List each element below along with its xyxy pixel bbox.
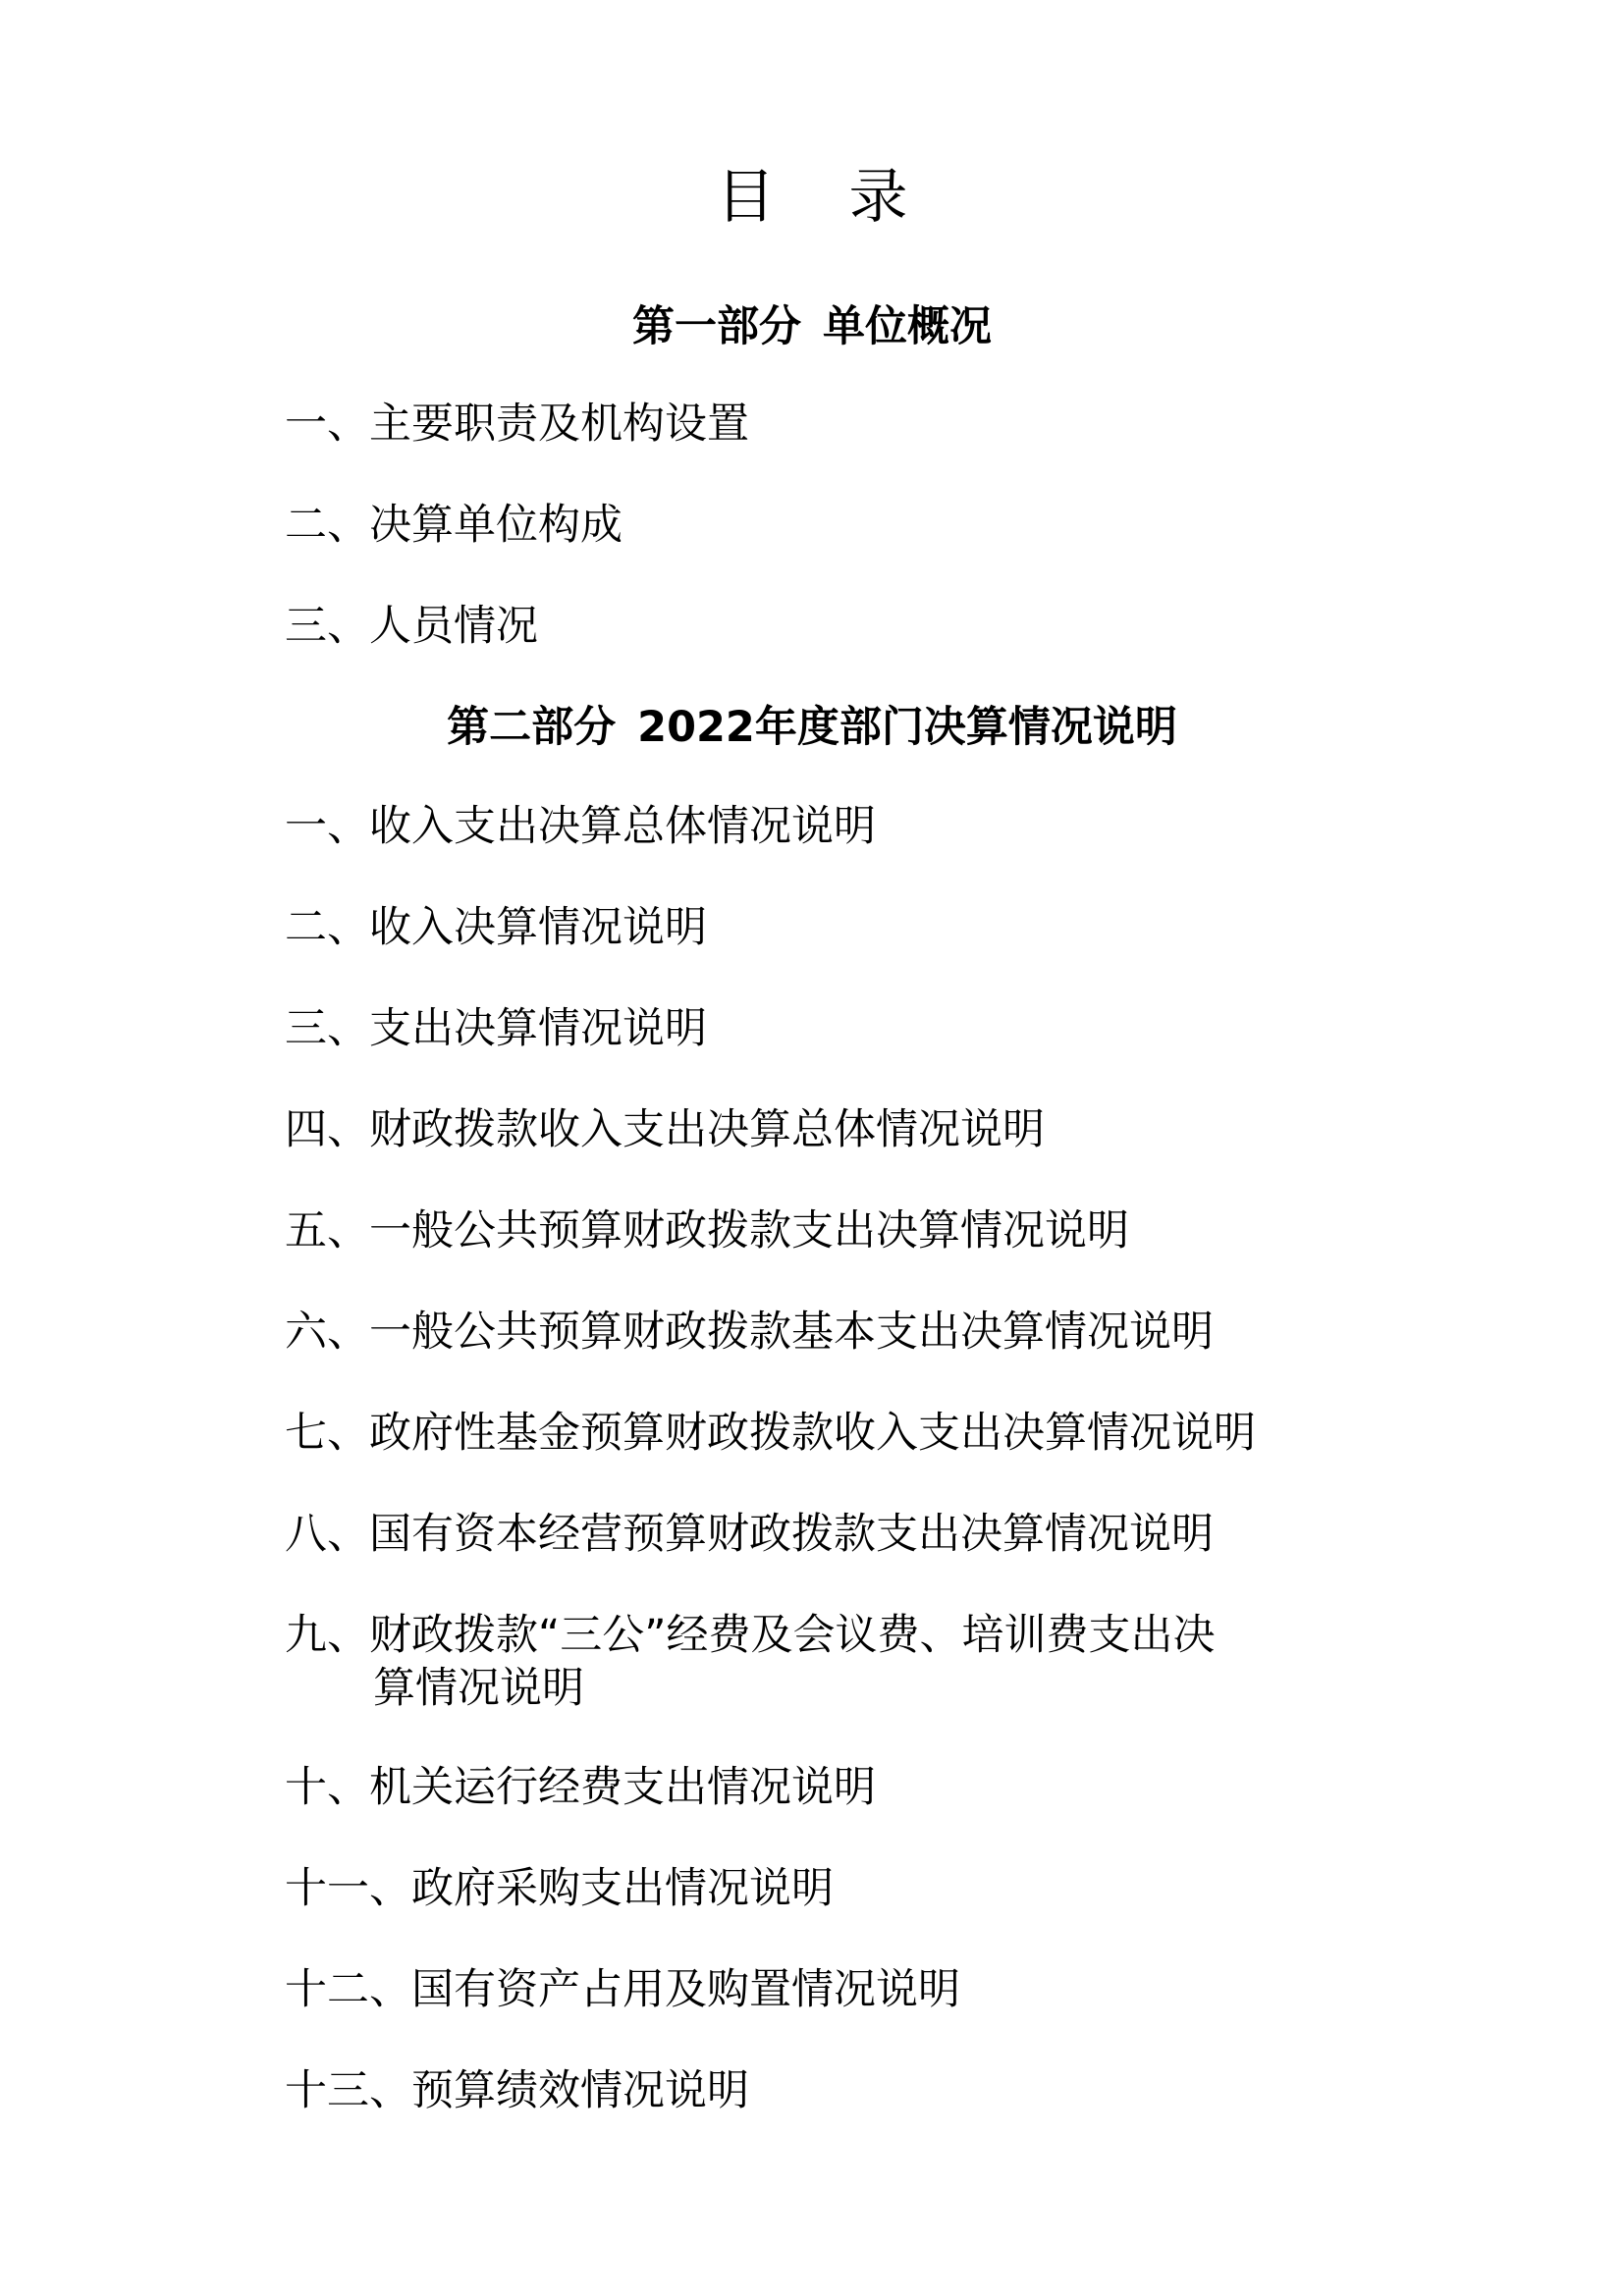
part1-heading (0, 300, 1624, 353)
toc-item-part2-9-line2: 算情况说明 (373, 1664, 584, 1713)
toc-item-part2-11: 十一、政府采购支出情况说明 (285, 1864, 834, 1913)
part2-heading (0, 701, 1624, 754)
toc-item-part2-5: 五、一般公共预算财政拨款支出决算情况说明 (285, 1206, 1129, 1255)
toc-item-part2-9-line1: 九、财政拨款“三公”经费及会议费、培训费支出决 (285, 1611, 1216, 1660)
part1-heading-text: 单位概况 (823, 302, 992, 351)
toc-item-part2-9 (285, 1609, 1326, 1715)
page-title: 目 录 (716, 163, 936, 232)
part2-heading-text: 2022年度部门决算情况说明 (637, 703, 1177, 752)
toc-item-part2-2: 二、收入决算情况说明 (285, 903, 707, 952)
toc-item-part1-3: 三、人员情况 (285, 602, 538, 651)
toc-item-part2-6: 六、一般公共预算财政拨款基本支出决算情况说明 (285, 1308, 1214, 1357)
toc-item-part1-1: 一、主要职责及机构设置 (285, 400, 749, 449)
part2-heading-label: 第二部分 (447, 703, 617, 752)
toc-item-part2-3: 三、支出决算情况说明 (285, 1004, 707, 1053)
toc-item-part2-1: 一、收入支出决算总体情况说明 (285, 802, 876, 851)
toc-item-part1-2: 二、决算单位构成 (285, 501, 623, 550)
toc-item-part2-7: 七、政府性基金预算财政拨款收入支出决算情况说明 (285, 1409, 1256, 1458)
toc-item-part2-4: 四、财政拨款收入支出决算总体情况说明 (285, 1105, 1045, 1154)
part1-heading-label: 第一部分 (632, 302, 801, 351)
toc-item-part2-10: 十、机关运行经费支出情况说明 (285, 1763, 876, 1812)
toc-item-part2-8: 八、国有资本经营预算财政拨款支出决算情况说明 (285, 1510, 1214, 1559)
toc-item-part2-13: 十三、预算绩效情况说明 (285, 2066, 749, 2115)
toc-item-part2-12: 十二、国有资产占用及购置情况说明 (285, 1965, 960, 2014)
